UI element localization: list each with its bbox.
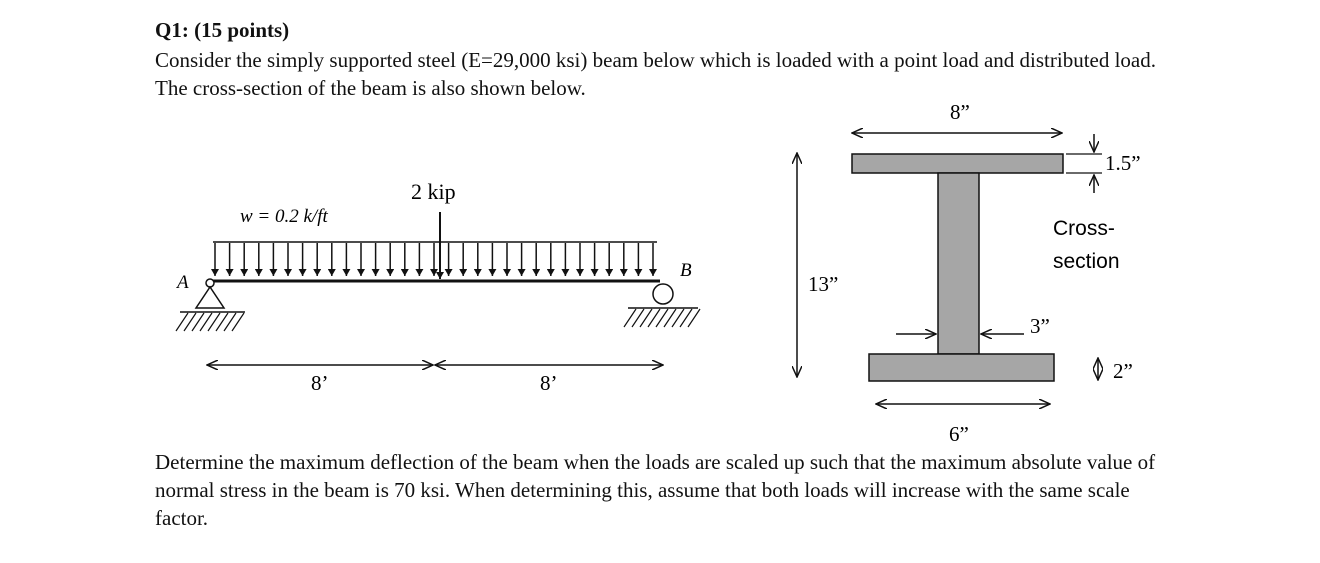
support-a-hatch: [176, 313, 244, 331]
support-b-label: B: [680, 260, 692, 281]
question-intro: Consider the simply supported steel (E=29,000 ksi) beam below which is loaded with a point load and distributed load. The cross-section of the beam is also shown below.: [155, 48, 1157, 100]
top-flange-thickness-dimension: [1066, 134, 1102, 193]
top-flange: [852, 154, 1063, 173]
question-title: Q1: (15 points): [155, 18, 290, 42]
top-flange-width-label: 8”: [950, 100, 970, 124]
bottom-flange: [869, 354, 1054, 381]
span-right-label: 8’: [540, 371, 558, 395]
support-a-label: A: [177, 272, 189, 293]
total-height-label: 13”: [808, 272, 839, 296]
point-load-label: 2 kip: [411, 179, 456, 204]
cross-section-diagram: [797, 100, 1141, 446]
bottom-flange-thickness-label: 2”: [1113, 359, 1133, 383]
cross-section-caption-line2: section: [1053, 250, 1120, 273]
web-thickness-label: 3”: [1030, 314, 1050, 338]
support-b-roller: [624, 284, 700, 327]
support-b-hatch: [624, 309, 700, 327]
cross-section-caption-line1: Cross-: [1053, 217, 1115, 240]
distributed-load-label: w = 0.2 k/ft: [240, 206, 328, 227]
bottom-flange-width-label: 6”: [949, 422, 969, 446]
beam-diagram: [175, 179, 700, 395]
question-body: Determine the maximum deflection of the beam when the loads are scaled up such that the maximum absolute value of normal stress in the beam is 70 ksi. When determining this, assume that both loads will increase with the same scale factor.: [155, 450, 1156, 530]
distributed-load-arrows: [215, 243, 653, 276]
top-flange-thickness-label: 1.5”: [1105, 151, 1141, 175]
span-left-label: 8’: [311, 371, 329, 395]
web: [938, 173, 979, 354]
